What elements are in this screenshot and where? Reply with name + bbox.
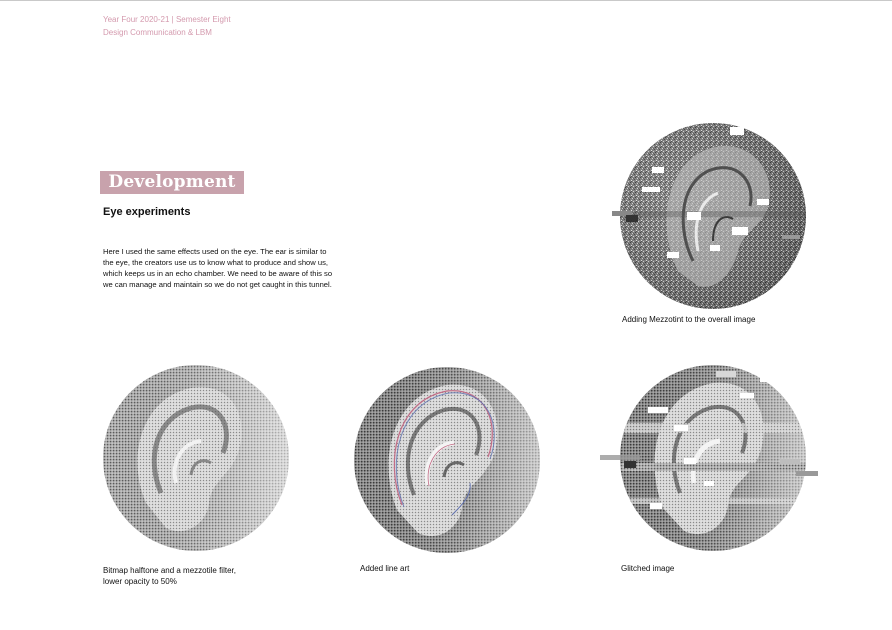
header-module-line: Design Communication & LBM — [103, 28, 212, 37]
glitched-panel — [600, 363, 830, 553]
glitched-caption: Glitched image — [621, 564, 675, 573]
section-title: Development — [100, 171, 244, 194]
bitmap-caption — [103, 565, 236, 587]
mezzotint-ear-image — [612, 127, 812, 307]
bitmap-halftone-ear-image — [101, 363, 291, 553]
mezzotint-caption: Adding Mezzotint to the overall image — [622, 315, 756, 324]
mezzotint-panel — [612, 127, 812, 307]
section-subtitle: Eye experiments — [103, 206, 191, 218]
bitmap-panel — [101, 363, 291, 553]
glitched-ear-image — [600, 363, 830, 553]
lineart-caption: Added line art — [360, 564, 410, 573]
bitmap-caption-line2: lower opacity to 50% — [103, 577, 177, 586]
page-header — [103, 13, 231, 39]
line-art-ear-image — [352, 365, 542, 555]
top-rule — [0, 0, 892, 1]
bitmap-caption-line1: Bitmap halftone and a mezzotile filter, — [103, 566, 236, 575]
body-paragraph: Here I used the same effects used on the eye. The ear is similar to the eye, the creators use us to know what to produce and show us, which keeps us in an echo chamber. We need to be aware of this so we can manage and maintain so we do not get caught in this tunnel. — [103, 247, 333, 289]
lineart-panel — [352, 365, 542, 555]
header-course-line: Year Four 2020-21 | Semester Eight — [103, 15, 231, 24]
